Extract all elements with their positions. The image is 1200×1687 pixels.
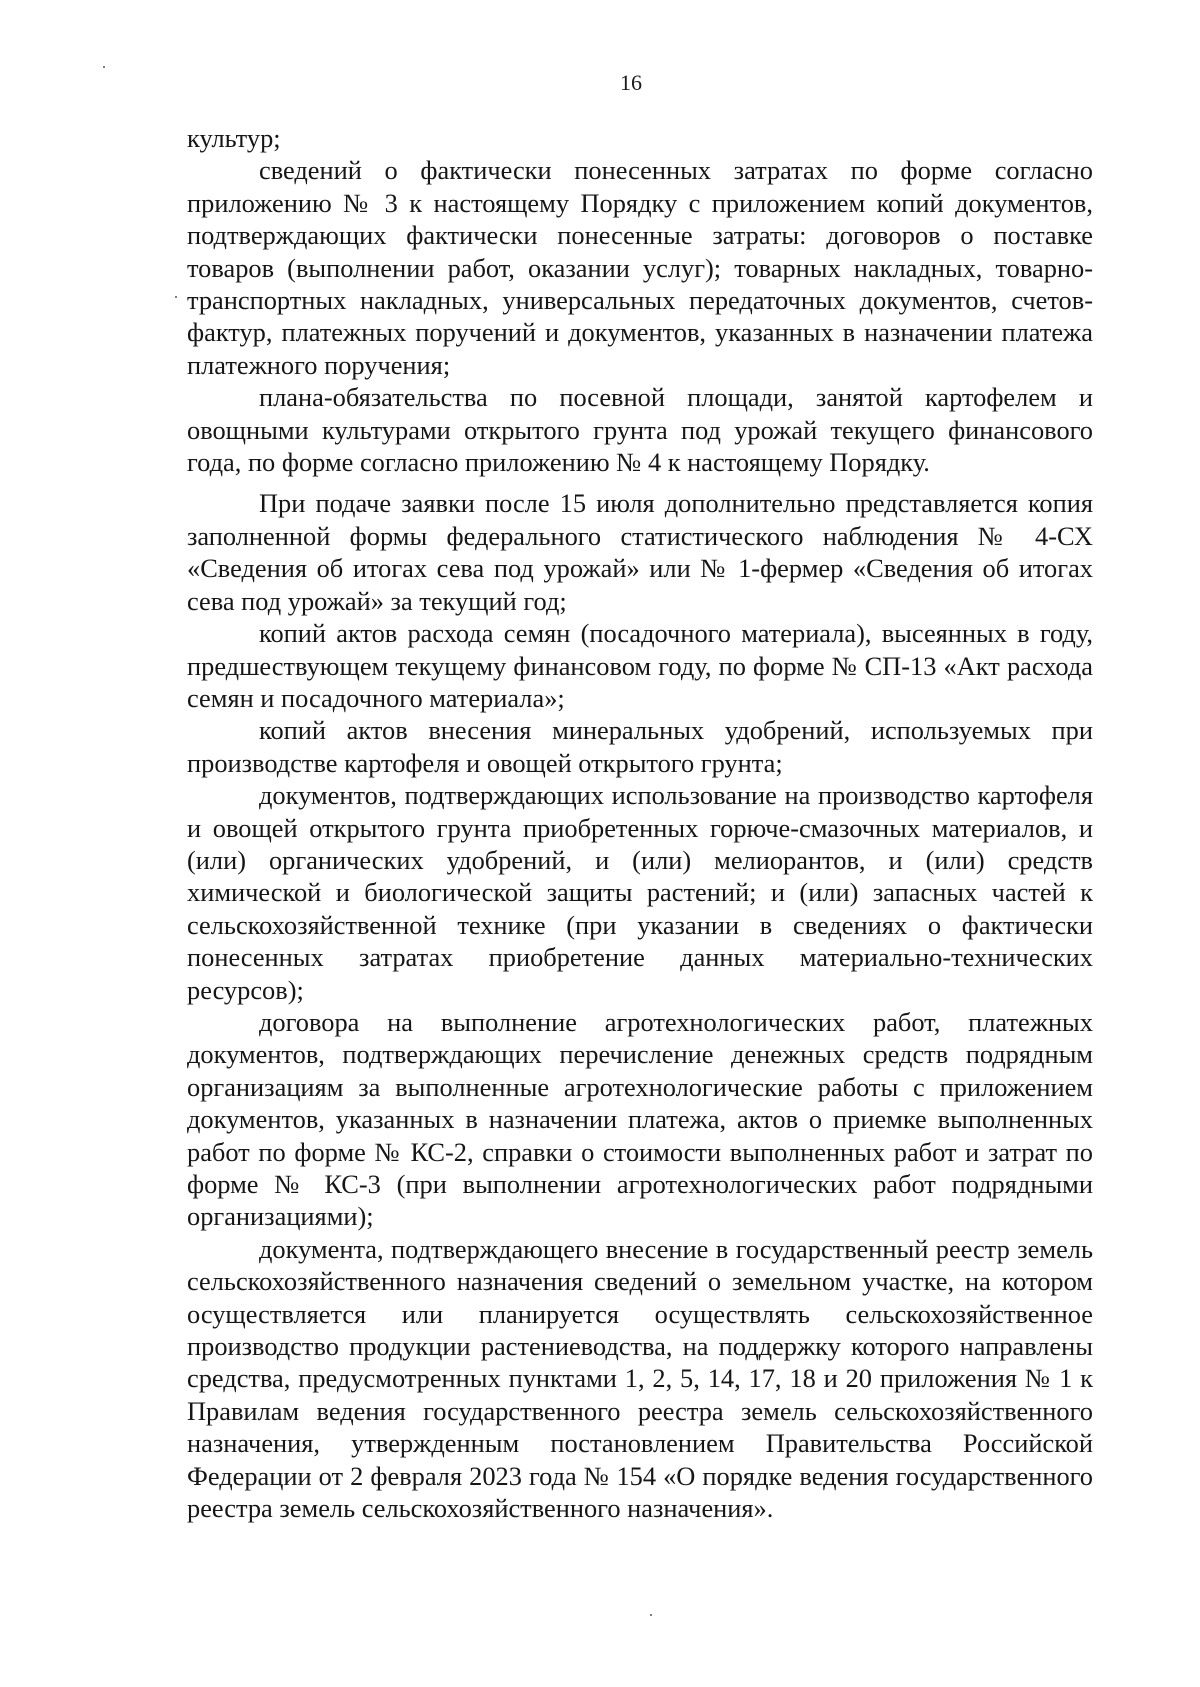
paragraph-9: документа, подтверждающего внесение в государственный реестр земель сельскохозяйственного назначения сведений о земельном участке, на котором осуществляется или планируется осуществлять сельскохозяйственное производство продукции растениеводства, на поддержку которого направлены средства, предусмотренных пунктами 1, 2, 5, 14, 17, 18 и 20 приложения № 1 к Правилам ведения государственного реестра земель сельскохозяйственного назначения, утвержденным постановлением Правительства Российской Федерации от 2 февраля 2023 года № 154 «О порядке ведения государственного реестра земель сельскохозяйственного назначения».	[187, 1233, 1093, 1524]
paragraph-4: При подаче заявки после 15 июля дополнительно представляется копия заполненной формы федерального статистического наблюдения № 4-СХ «Сведения об итогах сева под урожай» или № 1-фермер «Сведения об итогах сева под урожай» за текущий год;	[187, 488, 1093, 616]
scan-speck	[650, 1614, 652, 1616]
paragraph-6: копий актов внесения минеральных удобрений, используемых при производстве картофеля и овощей открытого грунта;	[187, 715, 1093, 778]
scan-speck	[103, 66, 105, 68]
paragraph-5: копий актов расхода семян (посадочного материала), высеянных в году, предшествующем текущему финансовом году, по форме № СП-13 «Акт расхода семян и посадочного материала»;	[187, 618, 1093, 713]
paragraph-3: плана-обязательства по посевной площади, занятой картофелем и овощными культурами открытого грунта под урожай текущего финансового года, по форме согласно приложению № 4 к настоящему Порядку.	[187, 382, 1093, 478]
paragraph-8: договора на выполнение агротехнологических работ, платежных документов, подтверждающих перечисление денежных средств подрядным организациям за выполненные агротехнологические работы с приложением документов, указанных в назначении платежа, актов о приемке выполненных работ по форме № КС-2, справки о стоимости выполненных работ и затрат по форме № КС-3 (при выполнении агротехнологических работ подрядными организациями);	[187, 1006, 1093, 1232]
scan-speck	[175, 296, 177, 298]
document-body	[187, 122, 1093, 1524]
paragraph-7: документов, подтверждающих использование на производство картофеля и овощей открытого грунта приобретенных горюче-смазочных материалов, и (или) органических удобрений, и (или) мелиорантов, и (или) средств химической и биологической защиты растений; и (или) запасных частей к сельскохозяйственной технике (при указании в сведениях о фактически понесенных затратах приобретение данных материально-технических ресурсов);	[187, 780, 1093, 1005]
paragraph-2: сведений о фактически понесенных затратах по форме согласно приложению № 3 к настоящему Порядку с приложением копий документов, подтверждающих фактически понесенные затраты: договоров о поставке товаров (выполнении работ, оказании услуг); товарных накладных, товарно-транспортных накладных, универсальных передаточных документов, счетов-фактур, платежных поручений и документов, указанных в назначении платежа платежного поручения;	[187, 155, 1093, 380]
paragraph-1: культур;	[187, 123, 281, 153]
page-number: 16	[620, 70, 642, 95]
